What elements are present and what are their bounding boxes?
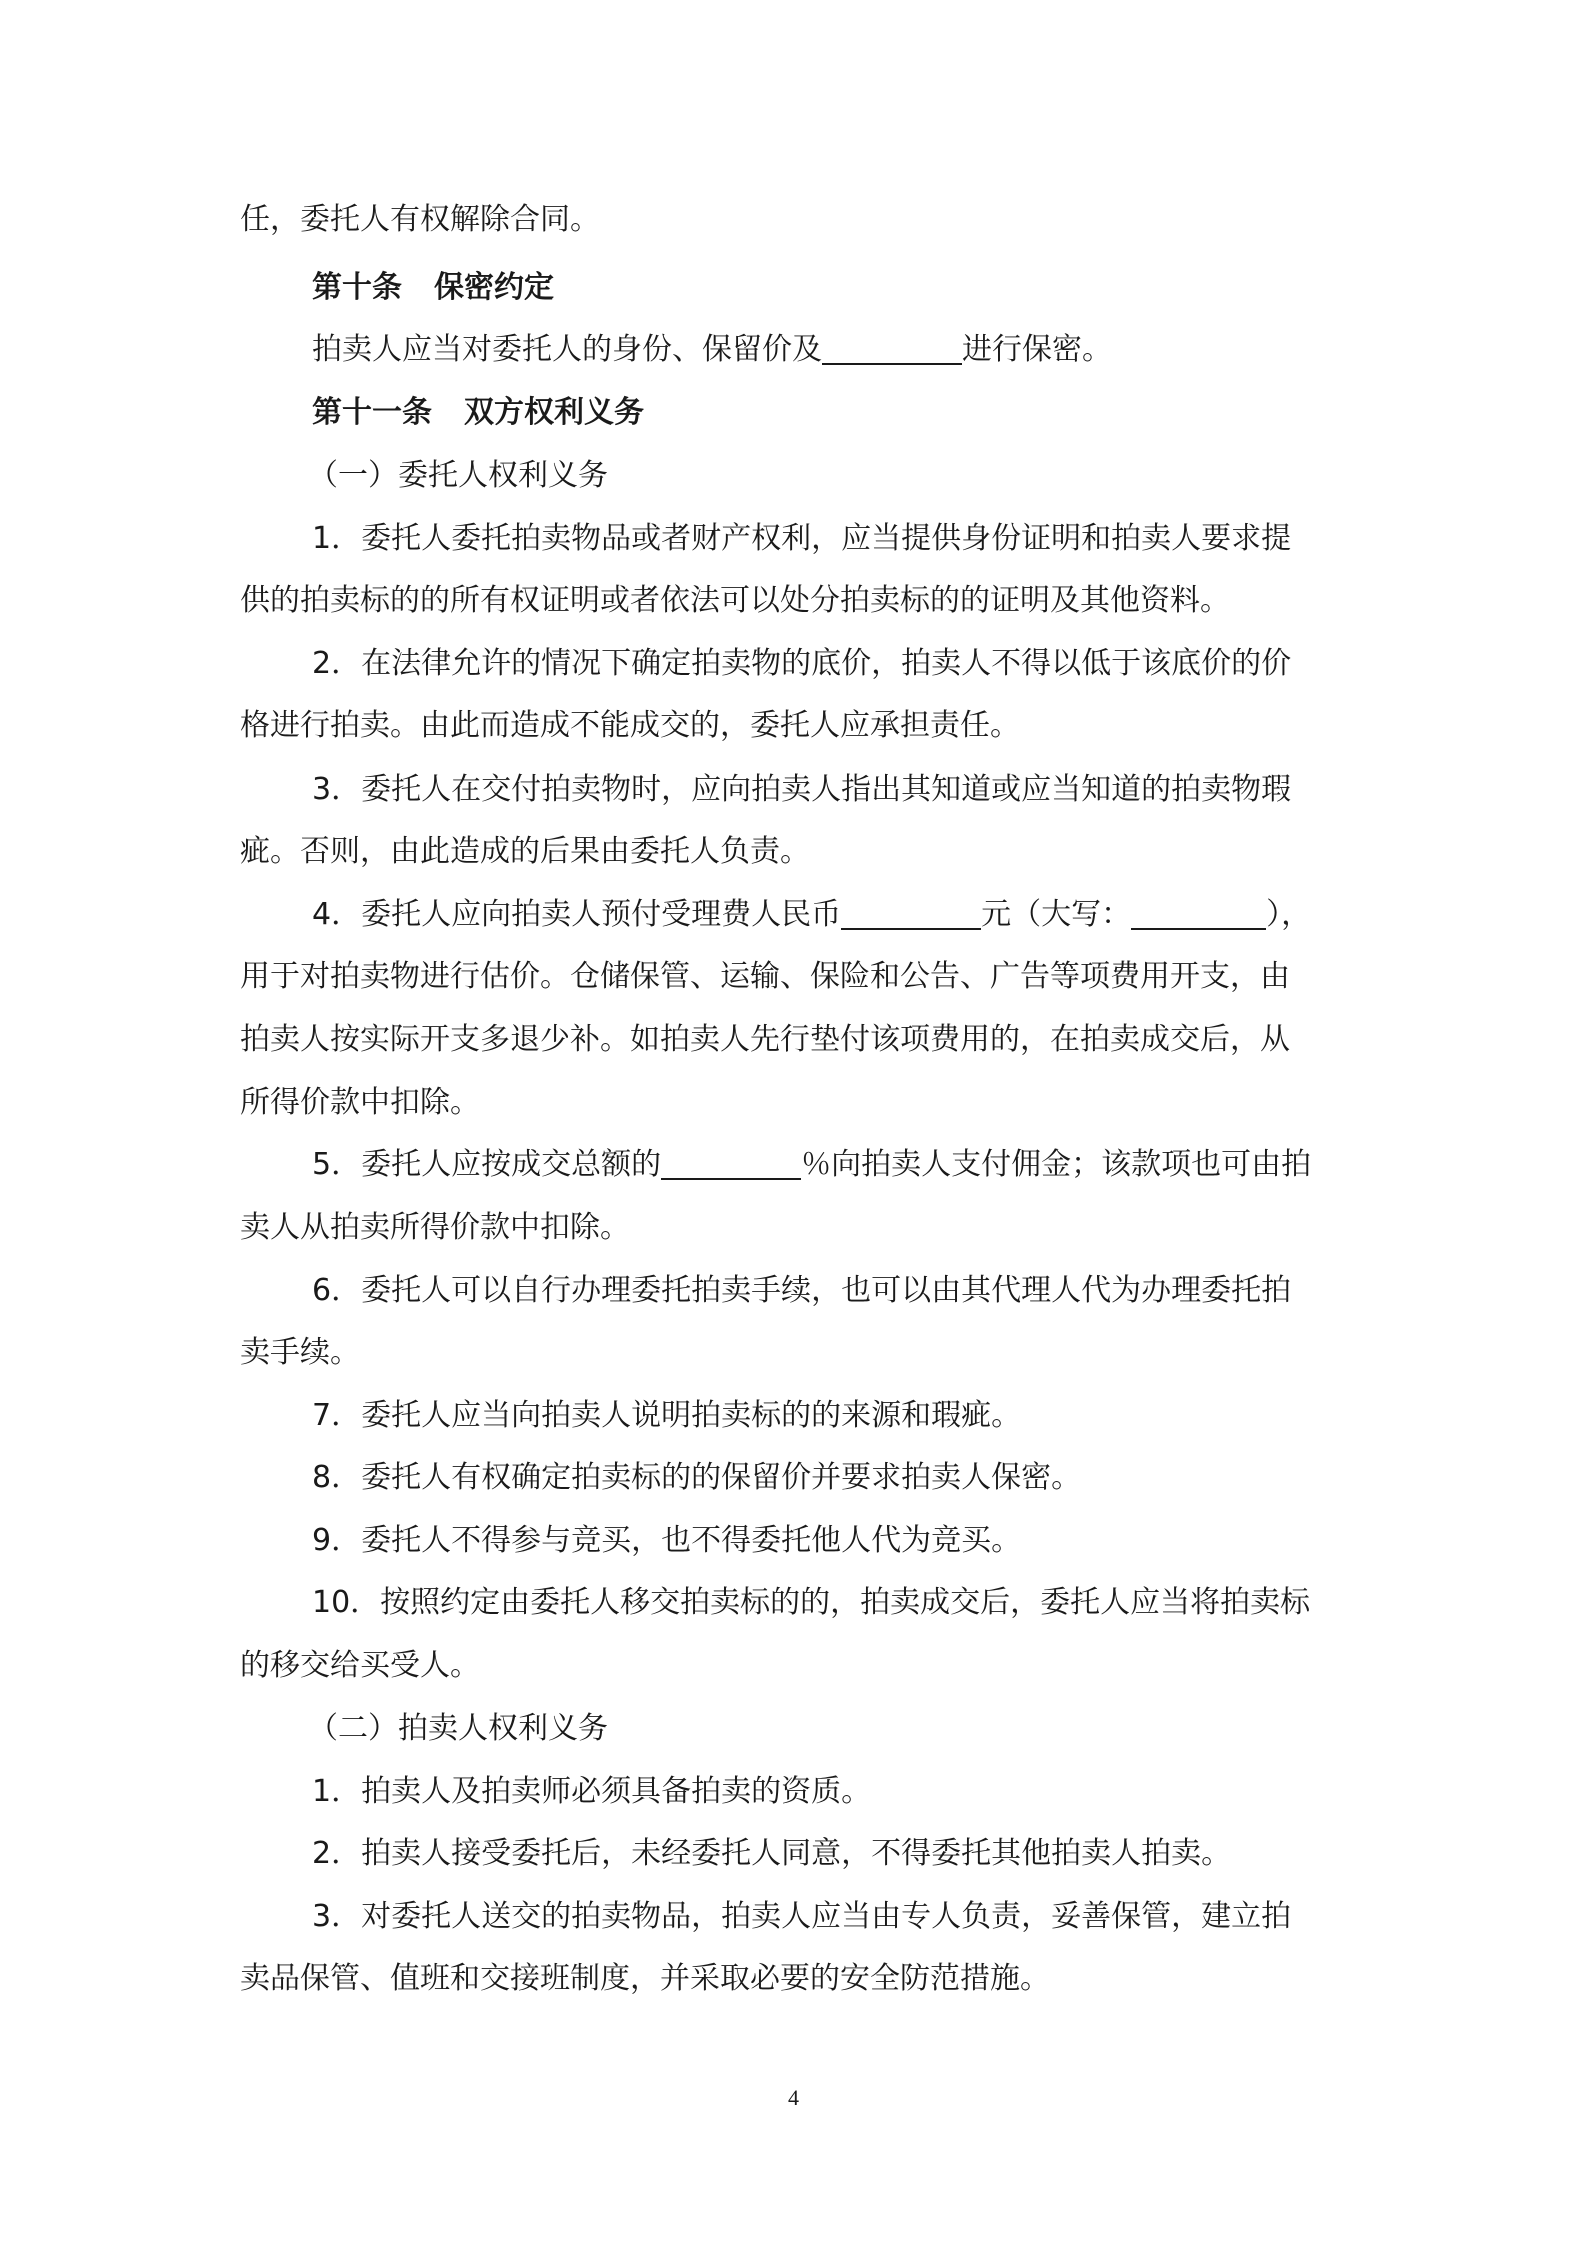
paragraph-line: 的移交给买受人。 [240,1648,480,1683]
paragraph-line: 格进行拍卖。由此而造成不能成交的，委托人应承担责任。 [240,708,1020,743]
fill-in-blank [1131,898,1266,930]
paragraph-line: 1．委托人委托拍卖物品或者财产权利，应当提供身份证明和拍卖人要求提 [312,521,1292,556]
text-run: 4．委托人应向拍卖人预付受理费人民币 [312,897,842,932]
paragraph-line [312,895,1311,935]
article-11-heading [312,393,644,433]
paragraph-line: 3．对委托人送交的拍卖物品，拍卖人应当由专人负责，妥善保管，建立拍 [312,1899,1292,1934]
paragraph-line: 疵。否则，由此造成的后果由委托人负责。 [240,834,810,869]
article-title: 保密约定 [434,270,554,305]
text-run: 元（大写： [981,897,1132,932]
text-run: ％向拍卖人支付佣金；该款项也可由拍 [801,1147,1312,1182]
paragraph-line: 6．委托人可以自行办理委托拍卖手续，也可以由其代理人代为办理委托拍 [312,1273,1292,1308]
article-title: 双方权利义务 [464,395,644,430]
paragraph-line: 卖品保管、值班和交接班制度，并采取必要的安全防范措施。 [240,1961,1050,1996]
paragraph-line: 所得价款中扣除。 [240,1085,480,1120]
text-run: 5．委托人应按成交总额的 [312,1147,662,1182]
paragraph-line: 用于对拍卖物进行估价。仓储保管、运输、保险和公告、广告等项费用开支，由 [240,959,1290,994]
paragraph-line [312,1145,1311,1185]
paragraph-line: 2．在法律允许的情况下确定拍卖物的底价，拍卖人不得以低于该底价的价 [312,646,1292,681]
article-number: 第十一条 [312,395,432,430]
article-10-heading [312,268,554,308]
paragraph-line: 卖人从拍卖所得价款中扣除。 [240,1210,630,1245]
text-run: 拍卖人应当对委托人的身份、保留价及 [312,332,822,367]
paragraph-line: 卖手续。 [240,1335,360,1370]
paragraph-line: 1．拍卖人及拍卖师必须具备拍卖的资质。 [312,1774,872,1809]
text-run: 进行保密。 [962,332,1112,367]
fill-in-blank [841,898,981,930]
paragraph-line: 8．委托人有权确定拍卖标的的保留价并要求拍卖人保密。 [312,1460,1082,1495]
paragraph-line: 10．按照约定由委托人移交拍卖标的的，拍卖成交后，委托人应当将拍卖标 [312,1585,1311,1620]
paragraph-line: 7．委托人应当向拍卖人说明拍卖标的的来源和瑕疵。 [312,1398,1022,1433]
fill-in-blank [661,1148,801,1180]
paragraph-line: 9．委托人不得参与竞买，也不得委托他人代为竞买。 [312,1523,1022,1558]
paragraph-line [312,330,1112,370]
text-run: ）， [1266,897,1312,932]
fill-in-blank [822,333,962,365]
section-heading: （一）委托人权利义务 [308,458,608,493]
paragraph-line: 2．拍卖人接受委托后，未经委托人同意，不得委托其他拍卖人拍卖。 [312,1836,1232,1871]
paragraph-line: 拍卖人按实际开支多退少补。如拍卖人先行垫付该项费用的，在拍卖成交后，从 [240,1022,1290,1057]
paragraph-line: 3．委托人在交付拍卖物时，应向拍卖人指出其知道或应当知道的拍卖物瑕 [312,772,1292,807]
paragraph-line: 任，委托人有权解除合同。 [240,202,600,237]
paragraph-line: 供的拍卖标的的所有权证明或者依法可以处分拍卖标的的证明及其他资料。 [240,583,1230,618]
section-heading: （二）拍卖人权利义务 [308,1711,608,1746]
article-number: 第十条 [312,270,402,305]
page-number: 4 [788,2085,799,2110]
